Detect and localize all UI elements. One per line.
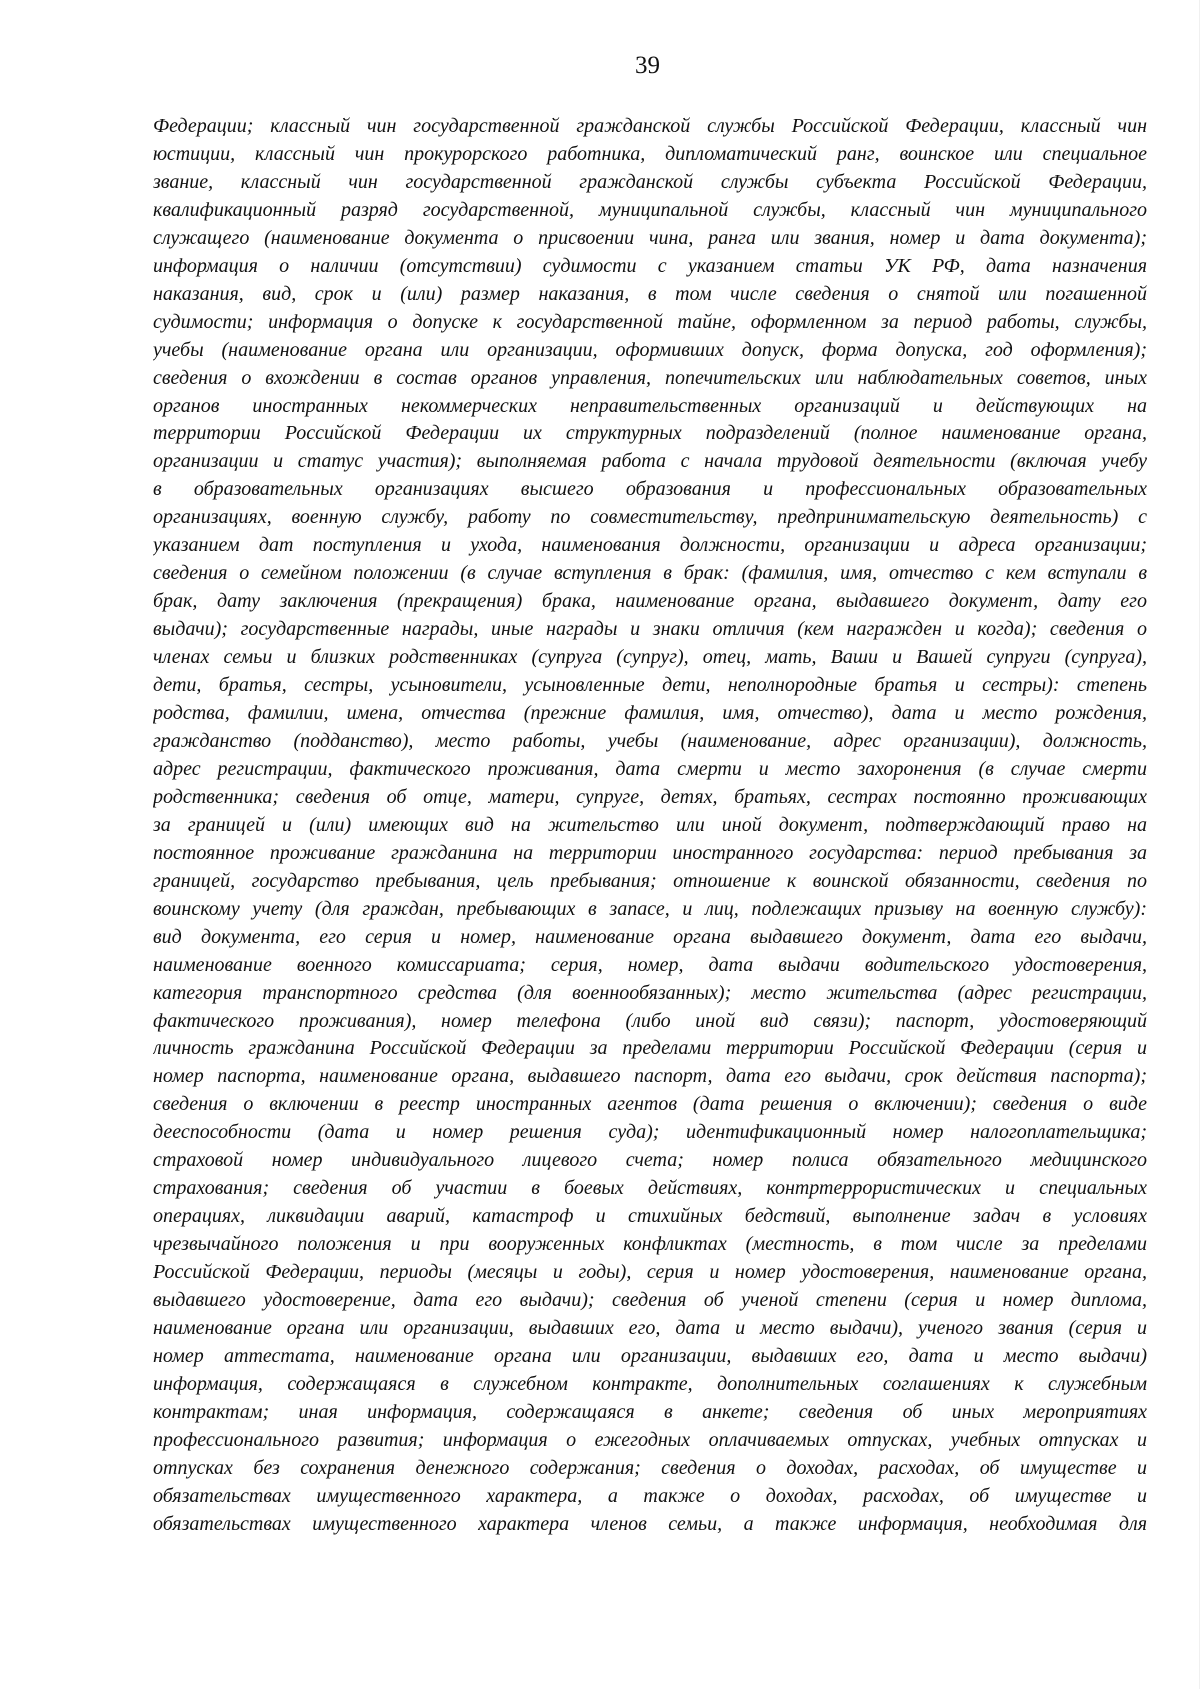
text-line: чрезвычайного положения и при вооруженных конфликтах (местность, в том числе за пределами (153, 1233, 1147, 1256)
text-line: номер аттестата, наименование органа или организации, выдавших его, дата и место выдачи) (153, 1344, 1147, 1367)
text-line: профессионального развития; информация о ежегодных оплачиваемых отпусках, учебных отпусках и (153, 1428, 1147, 1451)
text-line: дети, братья, сестры, усыновители, усыновленные дети, неполнородные братья и сестры): степень (153, 674, 1147, 697)
text-line: вид документа, его серия и номер, наименование органа выдавшего документ, дата его выдачи, (153, 925, 1147, 948)
text-line: звание, классный чин государственной гражданской службы субъекта Российской Федерации, (153, 170, 1147, 193)
text-line: членах семьи и близких родственниках (супруга (супруг), отец, мать, Ваши и Вашей супруги (супруга), (153, 646, 1147, 669)
text-line: органов иностранных некоммерческих неправительственных организаций и действующих на (153, 394, 1147, 417)
body-text (153, 113, 1147, 1539)
text-line: операциях, ликвидации аварий, катастроф и стихийных бедствий, выполнение задач в условиях (153, 1205, 1147, 1228)
text-line: родства, фамилии, имена, отчества (прежние фамилия, имя, отчество), дата и место рождения, (153, 702, 1147, 725)
text-line: гражданство (подданство), место работы, учебы (наименование, адрес организации), должность, (153, 729, 1147, 752)
text-line: выдачи); государственные награды, иные награды и знаки отличия (кем награжден и когда); сведения о (153, 618, 1147, 641)
text-line: служащего (наименование документа о присвоении чина, ранга или звания, номер и дата документа); (153, 226, 1147, 249)
text-line: контрактам; иная информация, содержащаяся в анкете; сведения об иных мероприятиях (153, 1400, 1147, 1423)
text-line: в образовательных организациях высшего образования и профессиональных образовательных (153, 478, 1147, 501)
text-line: наименование органа или организации, выдавших его, дата и место выдачи), ученого звания (серия и (153, 1316, 1147, 1339)
text-line: указанием дат поступления и ухода, наименования должности, организации и адреса организации; (153, 534, 1147, 557)
text-line: судимости; информация о допуске к государственной тайне, оформленном за период работы, службы, (153, 310, 1147, 333)
text-line: выдавшего удостоверение, дата его выдачи); сведения об ученой степени (серия и номер диплома, (153, 1289, 1147, 1312)
text-line: дееспособности (дата и номер решения суда); идентификационный номер налогоплательщика; (153, 1121, 1147, 1144)
text-line: обязательствах имущественного характера, а также о доходах, расходах, об имуществе и (153, 1484, 1147, 1507)
text-line: отпусках без сохранения денежного содержания; сведения о доходах, расходах, об имуществе и (153, 1456, 1147, 1479)
text-line: сведения о семейном положении (в случае вступления в брак: (фамилия, имя, отчество с кем вступали в (153, 562, 1147, 585)
text-line: информация, содержащаяся в служебном контракте, дополнительных соглашениях к служебным (153, 1372, 1147, 1395)
text-line: постоянное проживание гражданина на территории иностранного государства: период пребывания за (153, 841, 1147, 864)
text-line: юстиции, классный чин прокурорского работника, дипломатический ранг, воинское или специальное (153, 142, 1147, 165)
text-line: родственника; сведения об отце, матери, супруге, детях, братьях, сестрах постоянно проживающих (153, 785, 1147, 808)
page-number: 39 (635, 52, 660, 79)
text-line: квалификационный разряд государственной, муниципальной службы, классный чин муниципального (153, 198, 1147, 221)
text-line: страховой номер индивидуального лицевого счета; номер полиса обязательного медицинского (153, 1149, 1147, 1172)
text-line: страхования; сведения об участии в боевых действиях, контртеррористических и специальных (153, 1177, 1147, 1200)
text-line: территории Российской Федерации их структурных подразделений (полное наименование органа, (153, 422, 1147, 445)
text-line: адрес регистрации, фактического проживания, дата смерти и место захоронения (в случае смерти (153, 757, 1147, 780)
text-line: сведения о включении в реестр иностранных агентов (дата решения о включении); сведения о виде (153, 1093, 1147, 1116)
text-line: за границей и (или) имеющих вид на жительство или иной документ, подтверждающий право на (153, 813, 1147, 836)
text-line: границей, государство пребывания, цель пребывания; отношение к воинской обязанности, сведения по (153, 869, 1147, 892)
text-line: Федерации; классный чин государственной гражданской службы Российской Федерации, классный чин (153, 115, 1147, 137)
text-line: организации и статус участия); выполняемая работа с начала трудовой деятельности (включая учебу (153, 450, 1147, 473)
text-line: личность гражданина Российской Федерации за пределами территории Российской Федерации (серия и (153, 1037, 1147, 1060)
text-line: наказания, вид, срок и (или) размер наказания, в том числе сведения о снятой или погашенной (153, 282, 1147, 305)
text-line: сведения о вхождении в состав органов управления, попечительских или наблюдательных советов, иных (153, 366, 1147, 389)
text-line: информация о наличии (отсутствии) судимости с указанием статьи УК РФ, дата назначения (153, 254, 1147, 277)
text-line: учебы (наименование органа или организации, оформивших допуск, форма допуска, год оформления); (153, 338, 1147, 361)
text-line: фактического проживания), номер телефона (либо иной вид связи); паспорт, удостоверяющий (153, 1009, 1147, 1032)
text-line: брак, дату заключения (прекращения) брака, наименование органа, выдавшего документ, дату его (153, 590, 1147, 613)
text-line: категория транспортного средства (для военнообязанных); место жительства (адрес регистрации, (153, 981, 1147, 1004)
text-line: обязательствах имущественного характера членов семьи, а также информация, необходимая для (153, 1512, 1147, 1535)
text-line: Российской Федерации, периоды (месяцы и годы), серия и номер удостоверения, наименование органа, (153, 1261, 1147, 1284)
text-line: наименование военного комиссариата; серия, номер, дата выдачи водительского удостоверения, (153, 953, 1147, 976)
text-line: воинскому учету (для граждан, пребывающих в запасе, и лиц, подлежащих призыву на военную службу): (153, 897, 1147, 920)
text-line: номер паспорта, наименование органа, выдавшего паспорт, дата его выдачи, срок действия паспорта); (153, 1065, 1147, 1088)
text-line: организациях, военную службу, работу по совместительству, предпринимательскую деятельность) с (153, 506, 1147, 529)
